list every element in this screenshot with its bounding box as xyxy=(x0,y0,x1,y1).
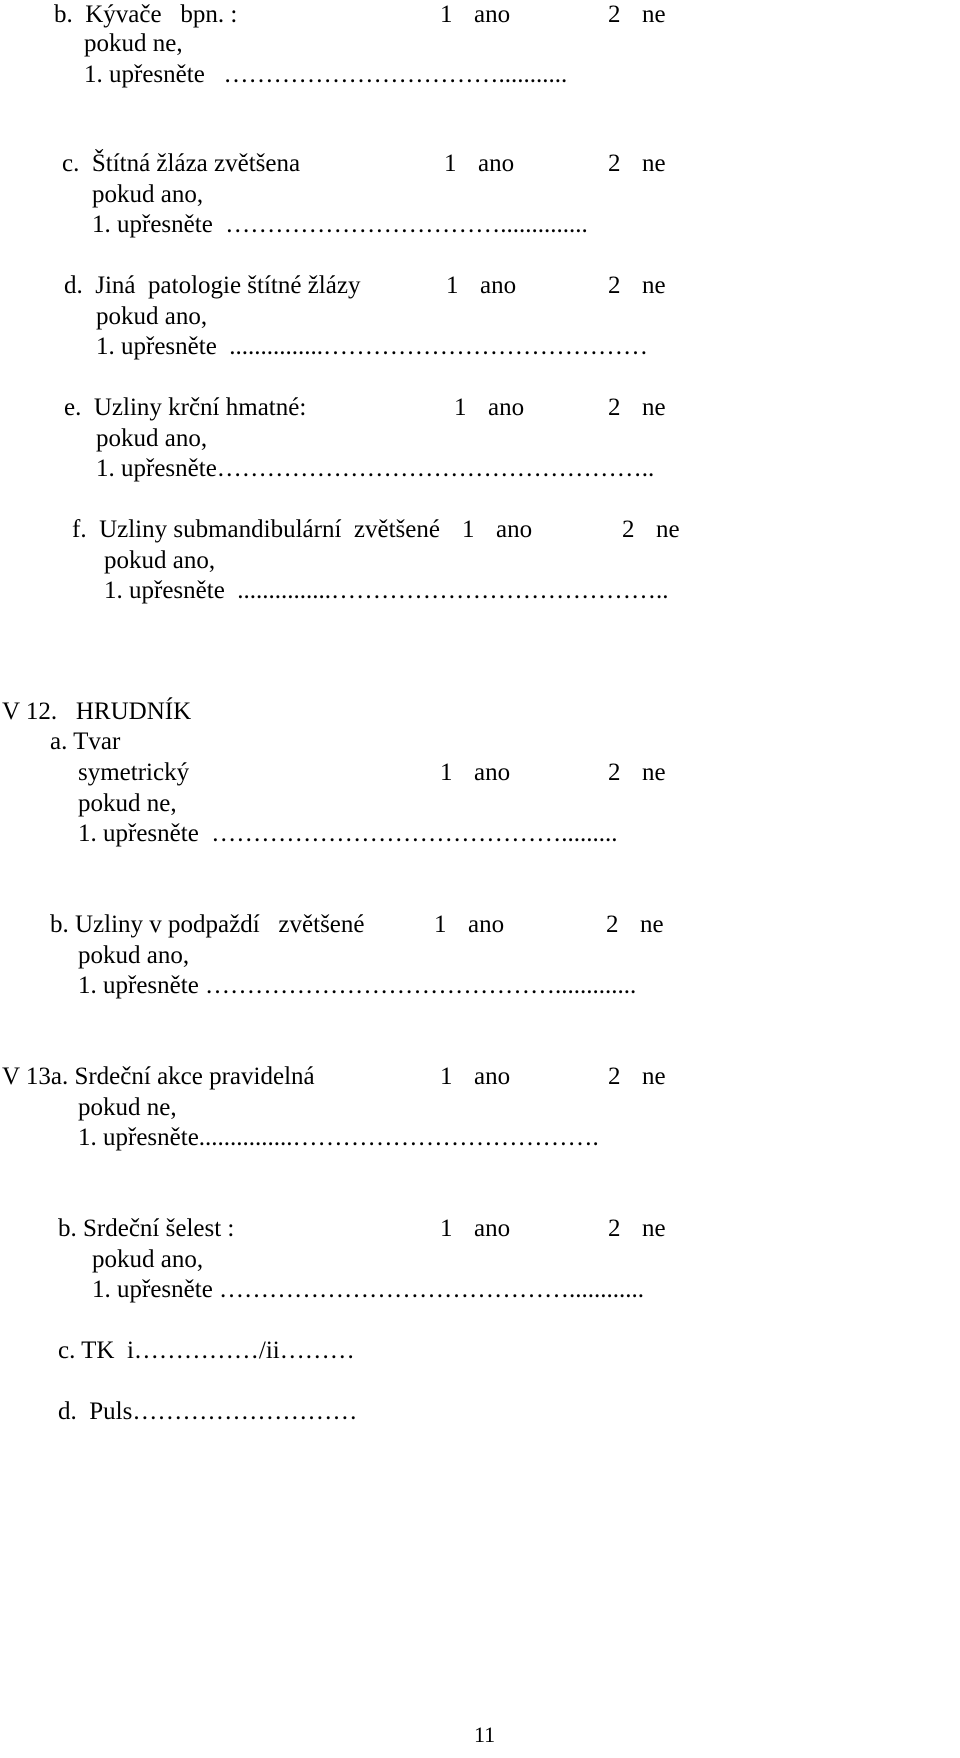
option-label: ne xyxy=(642,272,666,299)
item-13a-option-yes[interactable] xyxy=(440,1062,510,1092)
option-label: ne xyxy=(642,1,666,28)
item-b-condition: pokud ne, xyxy=(84,30,183,57)
item-12b-specify-field[interactable]: 1. upřesněte ……………………………………............. xyxy=(78,972,637,999)
item-e-option-yes[interactable] xyxy=(454,393,524,423)
option-label: ne xyxy=(640,911,664,938)
item-f-option-no[interactable] xyxy=(622,515,680,545)
option-label: ano xyxy=(474,1215,511,1242)
item-13a-label: V 13a. Srdeční akce pravidelná xyxy=(2,1063,315,1090)
item-e-option-no[interactable] xyxy=(608,393,666,423)
option-number: 1 xyxy=(434,911,447,938)
item-d-condition: pokud ano, xyxy=(96,303,208,330)
option-number: 2 xyxy=(608,1,621,28)
option-label: ne xyxy=(642,1063,666,1090)
item-12a-option-no[interactable] xyxy=(608,758,666,788)
item-f-option-yes[interactable] xyxy=(462,515,532,545)
item-c-condition: pokud ano, xyxy=(92,181,204,208)
item-12b-condition: pokud ano, xyxy=(78,942,190,969)
option-label: ano xyxy=(474,759,511,786)
option-number: 1 xyxy=(444,150,457,177)
option-number: 1 xyxy=(440,1215,453,1242)
option-number: 2 xyxy=(606,911,619,938)
option-number: 2 xyxy=(608,394,621,421)
item-13d-pulse-field[interactable]: d. Puls……………………… xyxy=(58,1398,358,1425)
option-label: ano xyxy=(478,150,515,177)
item-13b-option-yes[interactable] xyxy=(440,1214,510,1244)
item-b-specify-field[interactable]: 1. upřesněte ……………………………........... xyxy=(84,61,568,88)
item-13c-blood-pressure-field[interactable]: c. TK i……………/ii……… xyxy=(58,1337,355,1364)
item-12b-label: b. Uzliny v podpaždí zvětšené xyxy=(50,911,365,938)
item-12a-option-yes[interactable] xyxy=(440,758,510,788)
option-label: ano xyxy=(488,394,525,421)
option-number: 2 xyxy=(608,1215,621,1242)
option-label: ano xyxy=(496,516,533,543)
option-label: ne xyxy=(656,516,680,543)
option-label: ne xyxy=(642,394,666,421)
item-13b-condition: pokud ano, xyxy=(92,1246,204,1273)
option-number: 1 xyxy=(440,759,453,786)
option-number: 1 xyxy=(440,1063,453,1090)
item-f-label: f. Uzliny submandibulární zvětšené xyxy=(72,516,440,543)
option-number: 1 xyxy=(454,394,467,421)
option-number: 2 xyxy=(608,1063,621,1090)
item-12b-option-no[interactable] xyxy=(606,910,664,940)
option-number: 1 xyxy=(440,1,453,28)
option-label: ne xyxy=(642,759,666,786)
option-label: ne xyxy=(642,150,666,177)
item-12a-specify-field[interactable]: 1. upřesněte ……………………………………......... xyxy=(78,820,618,847)
option-number: 1 xyxy=(462,516,475,543)
item-b-option-yes[interactable] xyxy=(440,0,510,30)
item-b-option-no[interactable] xyxy=(608,0,666,30)
item-d-option-no[interactable] xyxy=(608,271,666,301)
option-number: 1 xyxy=(446,272,459,299)
item-12b-option-yes[interactable] xyxy=(434,910,504,940)
item-13a-option-no[interactable] xyxy=(608,1062,666,1092)
item-c-specify-field[interactable]: 1. upřesněte …………………………….............. xyxy=(92,211,588,238)
option-number: 2 xyxy=(608,759,621,786)
item-c-option-no[interactable] xyxy=(608,149,666,179)
item-e-condition: pokud ano, xyxy=(96,425,208,452)
option-label: ano xyxy=(474,1063,511,1090)
option-label: ano xyxy=(480,272,517,299)
option-number: 2 xyxy=(608,272,621,299)
option-label: ano xyxy=(474,1,511,28)
item-13a-condition: pokud ne, xyxy=(78,1094,177,1121)
item-13b-option-no[interactable] xyxy=(608,1214,666,1244)
item-d-label: d. Jiná patologie štítné žlázy xyxy=(64,272,361,299)
item-e-label: e. Uzliny krční hmatné: xyxy=(64,394,307,421)
item-12a-label: symetrický xyxy=(78,759,190,786)
item-f-condition: pokud ano, xyxy=(104,547,216,574)
section-12-heading: V 12. HRUDNÍK xyxy=(2,698,192,725)
section-12-sub-a: a. Tvar xyxy=(50,728,121,755)
item-13b-specify-field[interactable]: 1. upřesněte ……………………………………............ xyxy=(92,1276,645,1303)
item-13b-label: b. Srdeční šelest : xyxy=(58,1215,235,1242)
option-number: 2 xyxy=(622,516,635,543)
page-number: 11 xyxy=(474,1722,496,1747)
option-label: ne xyxy=(642,1215,666,1242)
item-d-specify-field[interactable]: 1. upřesněte ...............………………………………… xyxy=(96,333,649,360)
option-number: 2 xyxy=(608,150,621,177)
item-12a-condition: pokud ne, xyxy=(78,790,177,817)
item-c-option-yes[interactable] xyxy=(444,149,514,179)
item-c-label: c. Štítná žláza zvětšena xyxy=(62,150,301,177)
item-f-specify-field[interactable]: 1. upřesněte ...............………………………………….. xyxy=(104,577,669,604)
option-label: ano xyxy=(468,911,505,938)
item-d-option-yes[interactable] xyxy=(446,271,516,301)
item-b-label: b. Kývače bpn. : xyxy=(54,1,238,28)
item-e-specify-field[interactable]: 1. upřesněte…………………………………………….. xyxy=(96,455,655,482)
item-13a-specify-field[interactable]: 1. upřesněte...............………………………………. xyxy=(78,1124,599,1151)
